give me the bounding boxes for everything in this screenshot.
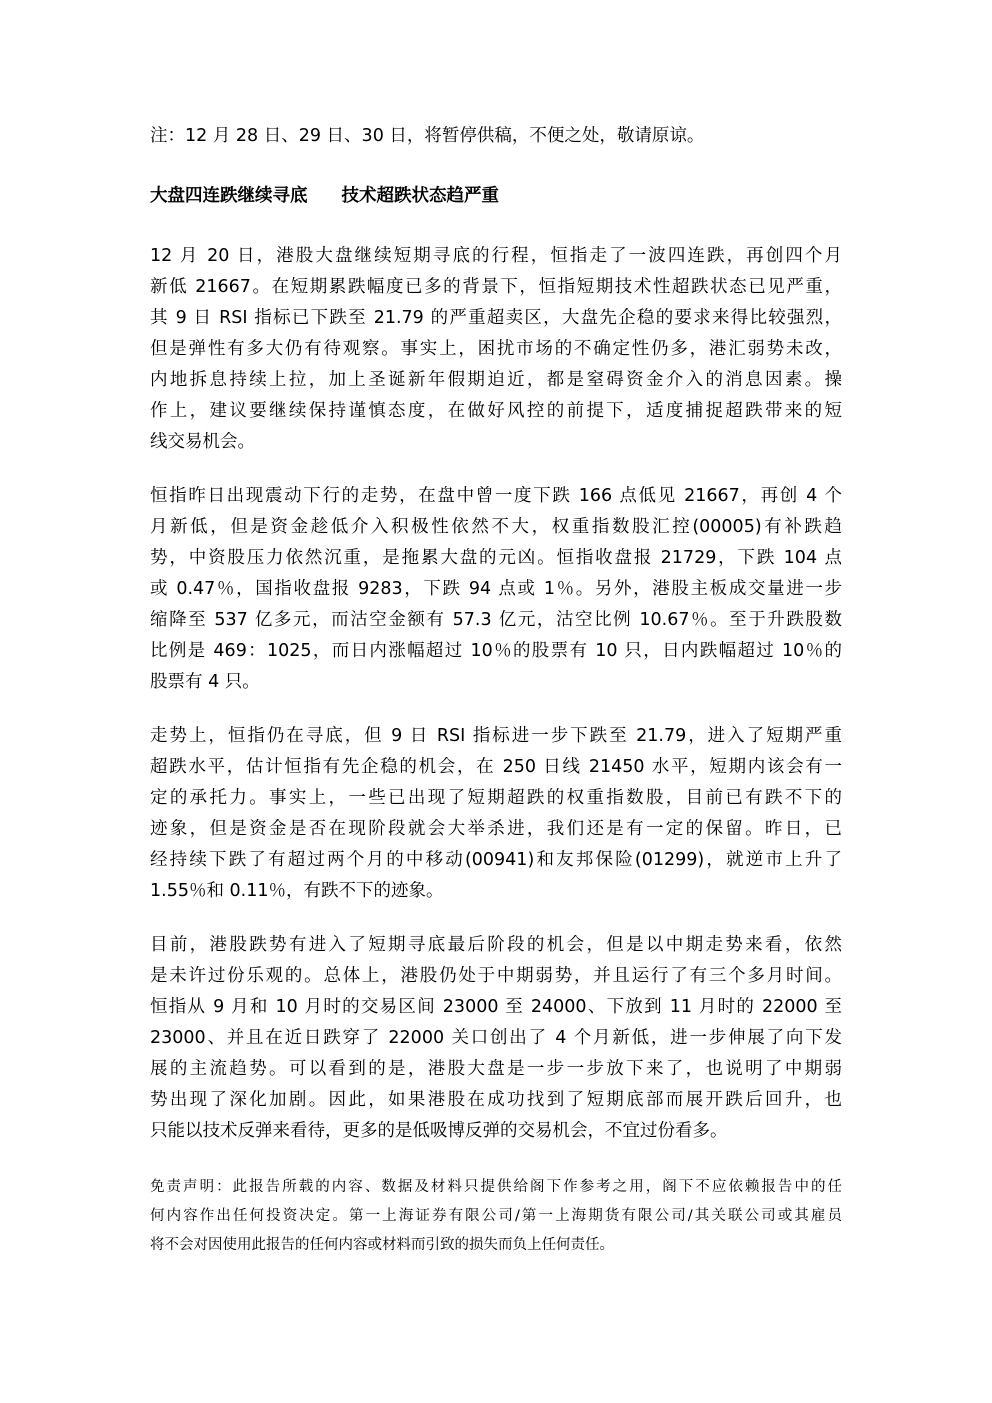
article-headline [150,181,842,211]
text-line: 迹象，但是资金是否在现阶段就会大举杀进，我们还是有一定的保留。昨日，已 [150,819,842,839]
text-line: 定的承托力。事实上，一些已出现了短期超跌的权重指数股，目前已有跌不下的 [150,788,842,808]
disclaimer-line: 何内容作出任何投资决定。第一上海证券有限公司/第一上海期货有限公司/其关联公司或其雇员 [150,1208,842,1224]
text-line: 或 0.47％，国指收盘报 9283，下跌 94 点或 1％。另外，港股主板成交量进一步 [150,579,842,599]
paragraph-index-performance [150,481,842,698]
text-line: 目前，港股跌势有进入了短期寻底最后阶段的机会，但是以中期走势来看，依然 [150,935,842,955]
text-line: 缩降至 537 亿多元，而沽空金额有 57.3 亿元，沽空比例 10.67％。至于升跌股数 [150,610,842,630]
text-line: 走势上，恒指仍在寻底，但 9 日 RSI 指标进一步下跌至 21.79，进入了短期严重 [150,726,842,746]
text-line: 作上，建议要继续保持谨慎态度，在做好风控的前提下，适度捕捉超跌带来的短 [150,401,842,421]
text-line: 线交易机会。 [150,432,255,452]
paragraph-outlook [150,930,842,1147]
text-line: 势，中资股压力依然沉重，是拖累大盘的元凶。恒指收盘报 21729，下跌 104 点 [150,548,842,568]
text-line: 恒指昨日出现震动下行的走势，在盘中曾一度下跌 166 点低见 21667，再创 4 个 [150,486,842,506]
text-line: 势出现了深化加剧。因此，如果港股在成功找到了短期底部而展开跌后回升，也 [150,1090,842,1110]
text-line: 恒指从 9 月和 10 月时的交易区间 23000 至 24000、下放到 11 月时的 22000 至 [150,997,842,1017]
disclaimer-line: 免责声明：此报告所载的内容、数据及材料只提供给阁下作参考之用，阁下不应依赖报告中的任 [150,1179,842,1195]
text-line: 新低 21667。在短期累跌幅度已多的背景下，恒指短期技术性超跌状态已见严重， [150,277,842,297]
disclaimer-line: 将不会对因使用此报告的任何内容或材料而引致的损失而负上任何责任。 [150,1237,614,1253]
text-line: 超跌水平，估计恒指有先企稳的机会，在 250 日线 21450 水平，短期内该会有一 [150,757,842,777]
text-line: 1.55％和 0.11％，有跌不下的迹象。 [150,881,444,901]
text-line: 23000、并且在近日跌穿了 22000 关口创出了 4 个月新低，进一步伸展了向下发 [150,1028,842,1048]
headline-part-1: 大盘四连跌继续寻底 [150,186,308,206]
text-line: 其 9 日 RSI 指标已下跌至 21.79 的严重超卖区，大盘先企稳的要求来得比较强烈， [150,308,842,328]
text-line: 但是弹性有多大仍有待观察。事实上，困扰市场的不确定性仍多，港汇弱势未改， [150,339,842,359]
schedule-note: 注：12 月 28 日、29 日、30 日，将暂停供稿，不便之处，敬请原谅。 [150,126,705,146]
paragraph-trend-analysis [150,721,842,907]
text-line: 只能以技术反弹来看待，更多的是低吸博反弹的交易机会，不宜过份看多。 [150,1121,728,1141]
text-line: 股票有 4 只。 [150,672,260,692]
text-line: 内地拆息持续上拉，加上圣诞新年假期迫近，都是窒碍资金介入的消息因素。操 [150,370,842,390]
text-line: 月新低，但是资金趁低介入积极性依然不大，权重指数股汇控(00005)有补跌趋 [150,517,842,537]
text-line: 展的主流趋势。可以看到的是，港股大盘是一步一步放下来了，也说明了中期弱 [150,1059,842,1079]
paragraph-market-overview [150,241,842,458]
text-line: 12 月 20 日，港股大盘继续短期寻底的行程，恒指走了一波四连跌，再创四个月 [150,246,842,266]
text-line: 是未许过份乐观的。总体上，港股仍处于中期弱势，并且运行了有三个多月时间。 [150,966,842,986]
text-line: 经持续下跌了有超过两个月的中移动(00941)和友邦保险(01299)，就逆市上升了 [150,850,842,870]
headline-part-2: 技术超跌状态趋严重 [341,186,499,206]
disclaimer [150,1173,842,1260]
text-line: 比例是 469：1025，而日内涨幅超过 10％的股票有 10 只，日内跌幅超过 10％的 [150,641,842,661]
